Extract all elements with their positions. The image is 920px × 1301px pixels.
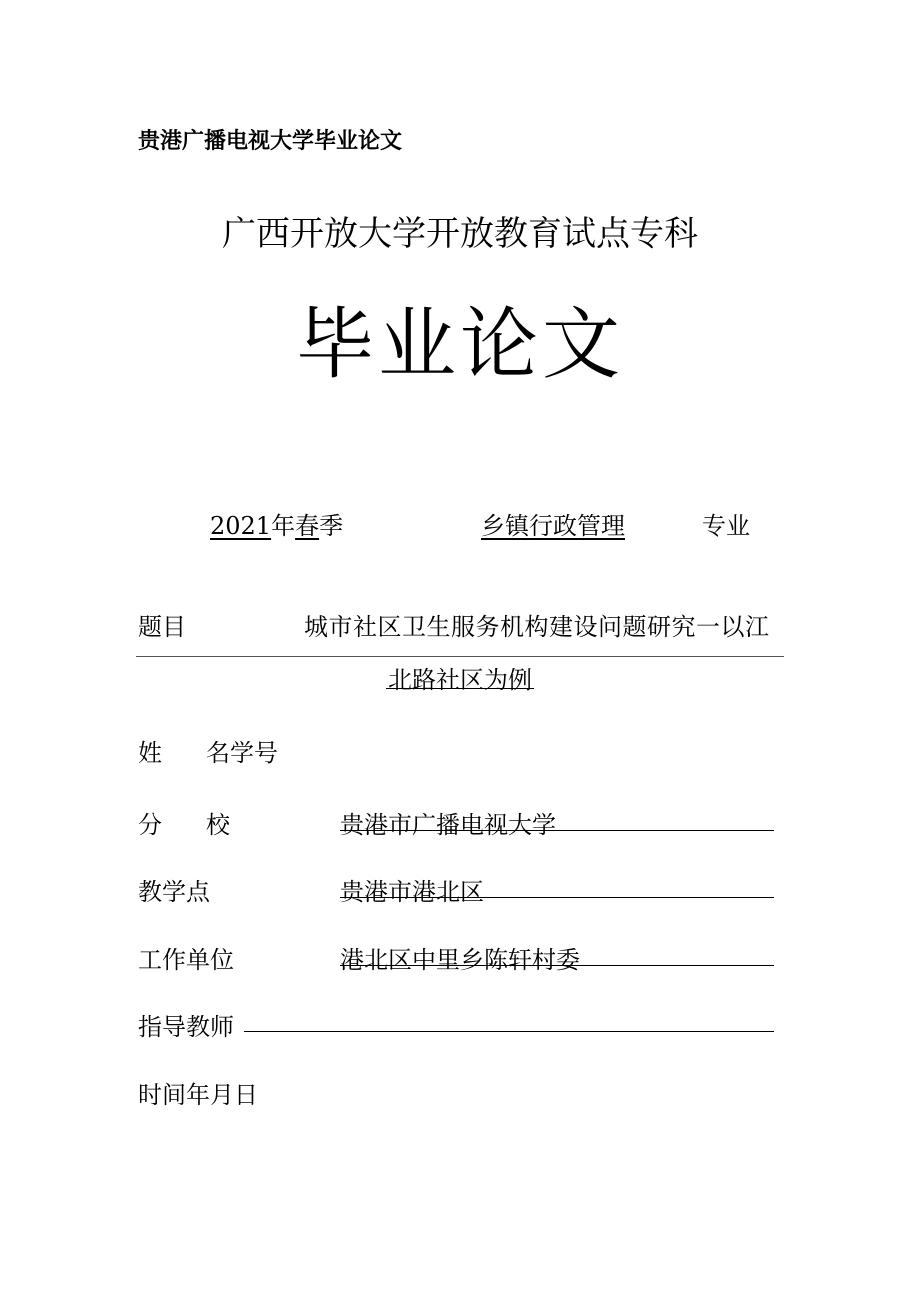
year-suffix: 年 [271,512,296,540]
topic-line-1: 城市社区卫生服务机构建设问题研究一以江 [304,613,770,641]
date-label: 时间年月日 [138,1081,258,1109]
term-year [210,506,343,541]
study-center-underline [340,897,774,898]
thesis-title: 毕业论文 [295,300,624,390]
branch-value: 贵港市广播电视大学 [340,811,556,839]
topic-label: 题目 [138,613,186,641]
advisor-label: 指导教师 [138,1013,234,1041]
work-unit-value: 港北区中里乡陈轩村委 [340,946,580,974]
work-unit-underline [340,965,774,966]
branch-label-1: 分 [138,811,162,839]
name-label-1: 姓 [138,739,162,767]
advisor-underline [244,1031,774,1032]
study-center-value: 贵港市港北区 [340,878,484,906]
topic-line-2-underline [386,688,534,689]
topic-underline [136,656,784,657]
document-header: 贵港广播电视大学毕业论文 [138,129,403,154]
name-label-2: 名学号 [206,739,278,767]
season-suffix: 季 [319,512,344,540]
branch-underline [340,830,774,831]
year-value: 2021 [210,512,272,540]
branch-label-2: 校 [206,811,230,839]
topic-line-2: 北路社区为例 [388,666,532,694]
study-center-label: 教学点 [138,878,210,906]
program-title: 广西开放大学开放教育试点专科 [222,214,698,254]
major-value: 乡镇行政管理 [481,512,625,540]
work-unit-label: 工作单位 [138,946,234,974]
season-value: 春 [295,512,320,540]
major-suffix: 专业 [702,512,750,540]
